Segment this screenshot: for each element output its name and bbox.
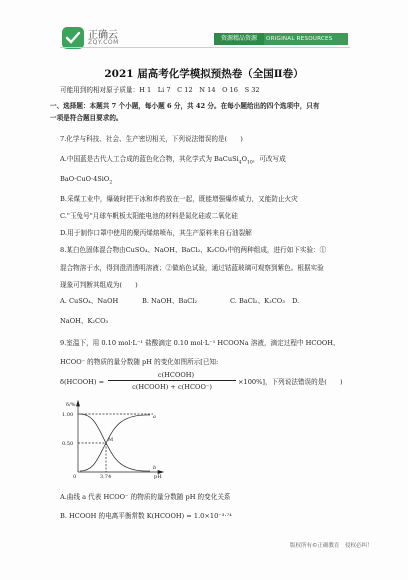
q7-a-o: O (241, 155, 247, 163)
q9-option-b: B. HCOOH 的电离平衡常数 K(HCOOH) = 1.0×10⁻³·⁷⁴ (60, 512, 232, 520)
graph-y-tick-top: 1.00 (62, 412, 74, 418)
q9-line2: HCOO⁻ 的物质的量分数随 pH 的变化如图所示[已知: (60, 358, 219, 366)
q9-fraction-bar (108, 380, 236, 381)
q7-a-sub: 4 (238, 160, 242, 166)
graph-y-tick-mid: 0.50 (62, 441, 74, 447)
page-title: 2021 届高考化学模拟预热卷（全国Ⅱ卷） (104, 68, 304, 80)
q9-denominator: c(HCOOH) + c(HCOO⁻) (132, 383, 212, 391)
q7-formula: BaO·CuO·4SiO (60, 175, 110, 183)
q9-graph (58, 398, 168, 480)
q9-line1: 9.室温下，用 0.10 mol·L⁻¹ 盐酸滴定 0.10 mol·L⁻¹ HCOONa 溶液，滴定过程中 HCOOH、 (60, 339, 340, 347)
graph-x-tick: 3.74 (100, 474, 112, 480)
q9-numerator: c(HCOOH) (157, 371, 195, 379)
footer-copyright: 版权所有©正确教育 侵权必纠！ (290, 543, 373, 549)
q9-option-a: A.曲线 a 代表 HCOO⁻ 的物质的量分数随 pH 的变化关系 (60, 493, 231, 501)
banner-left: 资源精品资源 (214, 33, 264, 45)
graph-curve-a-label: a (153, 414, 156, 420)
graph-y-arrow (77, 401, 80, 406)
graph-point-m: M (108, 437, 114, 443)
q8-option-a: A. CuSO₄、NaOH (60, 297, 119, 305)
q9-formula-right: ×100%]，下列说法错误的是( ) (238, 378, 343, 386)
graph-x-label: pH (154, 474, 162, 480)
q7-formula-sub: 2 (109, 180, 113, 186)
q8-line3: 现象可判断其组成为( ) (60, 281, 138, 289)
graph-y-label: δ/% (66, 402, 76, 408)
q7-a-text: A.中国蓝是古代人工合成的蓝色化合物，其化学式为 BaCuSi (60, 155, 239, 163)
logo-check-icon (65, 31, 81, 45)
q7-option-c: C."玉兔号"月球车帆板太阳能电池的材料是氮化硅或二氧化硅 (60, 212, 238, 220)
q8-line1: 8.某白色固体混合物由CuSO₄、NaOH、BaCl₂、K₂CO₃中的两种组成，进行如下实验：① (60, 246, 327, 254)
q7-a-sub2: 10 (247, 160, 253, 166)
q8-option-d: NaOH、K₂CO₃ (60, 317, 109, 325)
curve-a (80, 414, 150, 471)
q7-option-b: B.采煤工业中，爆破时把干冰和炸药放在一起，既能增强爆炸威力，又能防止火灾 (60, 195, 298, 203)
header-rule (60, 47, 350, 48)
q7-option-a (60, 155, 286, 167)
q8-option-d-label: D. (292, 297, 300, 305)
logo-text: 正确云 (88, 30, 118, 41)
q7-option-a-formula (60, 175, 112, 187)
section-heading-line2: 一项是符合题目要求的。 (50, 114, 123, 122)
q7-a-text2: ，可改写成 (252, 155, 286, 163)
graph-curve-b-label: b (153, 465, 157, 471)
q8-option-c: C. BaCl₂、K₂CO₃ (230, 297, 285, 305)
banner-right: ORIGINAL RESOURCES (266, 36, 333, 42)
logo-subtext: ZQY.COM (88, 39, 119, 46)
q7-option-d: D.用于制作口罩中使用的聚丙烯熔喷布，其生产原料来自石油裂解 (60, 229, 252, 237)
logo-badge (62, 27, 84, 49)
section-heading-line1: 一、选择题：本题共 7 个小题，每小题 6 分，共 42 分。在每小题给出的四个选项中，只有 (50, 102, 320, 110)
header-banner (214, 33, 348, 45)
q8-line2: 混合物溶于水，得到澄清透明溶液；②做焰色试验，通过钴蓝玻璃可观察到紫色。根据实验 (60, 264, 324, 272)
atomic-masses: 可能用到的相对原子质量：H 1 Li 7 C 12 N 14 O 16 S 32 (60, 86, 260, 94)
q9-formula-left: δ(HCOOH) = (60, 378, 105, 386)
q7-stem: 7.化学与科技、社会、生产密切相关，下列说法错误的是( ) (60, 135, 243, 143)
q8-option-b: B. NaOH、BaCl₂ (142, 297, 198, 305)
graph-origin: 0 (73, 474, 77, 480)
